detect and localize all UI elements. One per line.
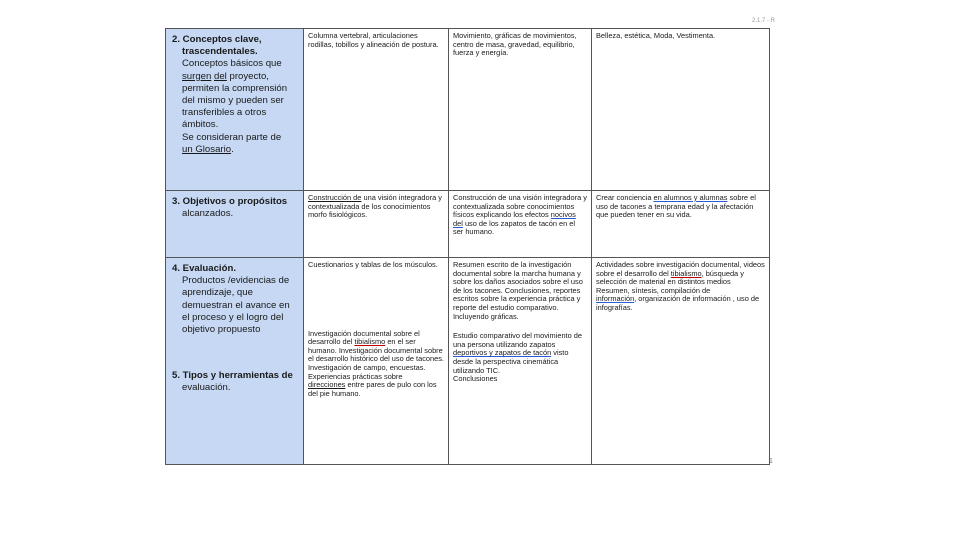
text: entre pares de pulo con los del pie humano.	[308, 380, 437, 398]
cell	[304, 258, 449, 465]
table-row	[166, 191, 770, 258]
text: permiten la comprensión del mismo y pueden ser transferibles a otros ámbitos.	[182, 82, 288, 131]
text: uso de los zapatos de tacón en el ser humano.	[453, 218, 576, 237]
text: una visión integradora y contextualizada de los conocimientos morfo fisiológicos.	[308, 193, 442, 220]
text: proyecto,	[229, 70, 269, 82]
text: , búsqueda y selección de material en distintos medios	[596, 268, 744, 287]
text: visto desde la perspectiva cinemática utilizando TIC.	[453, 348, 569, 375]
glossary-link: un Glosario	[182, 143, 232, 155]
text: Estudio comparativo del movimiento de una persona utilizando zapatos	[453, 331, 582, 349]
text: nocivos del	[453, 210, 576, 228]
row-header-objetivos	[166, 191, 304, 258]
text: en el ser humano. Investigación documental sobre el desarrollo histórico del uso de tacones. Investigación de campo, encuestas.	[308, 337, 444, 372]
cell: Columna vertebral, articulaciones rodillas, tobillos y alineación de postura.	[304, 29, 449, 191]
page-marker: 1	[769, 458, 773, 465]
text: Actividades sobre investigación documental, videos sobre el desarrollo del	[596, 260, 765, 278]
row-title: 3. Objetivos o propósitos	[172, 196, 288, 207]
row-description: evaluación.	[182, 382, 231, 394]
text: Conceptos básicos que	[182, 58, 282, 70]
row-title: 2. Conceptos clave,	[172, 34, 262, 45]
text: Se consideran parte de	[182, 131, 282, 143]
row-header-conceptos	[166, 29, 304, 191]
row-title: 4. Evaluación.	[172, 263, 236, 274]
cell	[449, 258, 592, 465]
row-description: alcanzados.	[182, 208, 234, 220]
corner-note: 2.1.7 - R	[752, 18, 776, 24]
cell	[449, 191, 592, 258]
text: información	[596, 294, 635, 304]
text: Resumen escrito de la investigación documental sobre la marcha humana y sobre los daños asociados sobre el uso de los tacones. Conclusiones, reportes escritos sobre la experiencia práctica y reporte del estudio comparativo. Incluyendo gráficas.	[453, 260, 583, 321]
row-description	[172, 58, 297, 156]
row-title: trascendentales.	[182, 46, 258, 58]
planning-table	[165, 28, 770, 465]
text: .	[231, 143, 234, 155]
text: en alumnos y alumnas	[653, 193, 728, 202]
table-row	[166, 29, 770, 191]
text: Cuestionarios y tablas de los músculos.	[308, 260, 438, 269]
text: del	[214, 70, 227, 82]
row-description: Productos /evidencias de aprendizaje, que demuestran el avance en el proceso y el logro del objetivo propuesto	[182, 275, 290, 336]
text: tibialismo	[354, 337, 386, 347]
cell: Belleza, estética, Moda, Vestimenta.	[592, 29, 770, 191]
text: Experiencias prácticas sobre	[308, 371, 403, 381]
text: direcciones	[308, 380, 346, 390]
cell	[592, 191, 770, 258]
text: Construcción de	[308, 193, 362, 202]
text: surgen	[182, 70, 212, 82]
text: Crear conciencia	[596, 193, 652, 202]
row-title: 5. Tipos y herramientas de	[172, 370, 293, 382]
text: Investigación documental sobre el desarrollo del	[308, 328, 420, 347]
cell	[592, 258, 770, 465]
text: , organización de información , uso de infografías.	[596, 294, 760, 312]
table-row	[166, 258, 770, 465]
text: deportivos y zapatos de tacón	[453, 348, 552, 358]
cell	[304, 191, 449, 258]
cell: Movimiento, gráficas de movimientos, centro de masa, gravedad, equilibrio, fuerza y energía.	[449, 29, 592, 191]
row-header-evaluacion	[166, 258, 304, 465]
text: Resumen, síntesis, compilación de	[596, 285, 711, 295]
text: Conclusiones	[453, 374, 498, 384]
text: Construcción de una visión integradora y contextualizada sobre conocimientos físicos explicando los efectos	[453, 193, 587, 220]
text: sobre el uso de tacones a temprana edad y la afectación que pueden tener en su vida.	[596, 193, 756, 220]
text: tibialismo	[670, 268, 702, 278]
